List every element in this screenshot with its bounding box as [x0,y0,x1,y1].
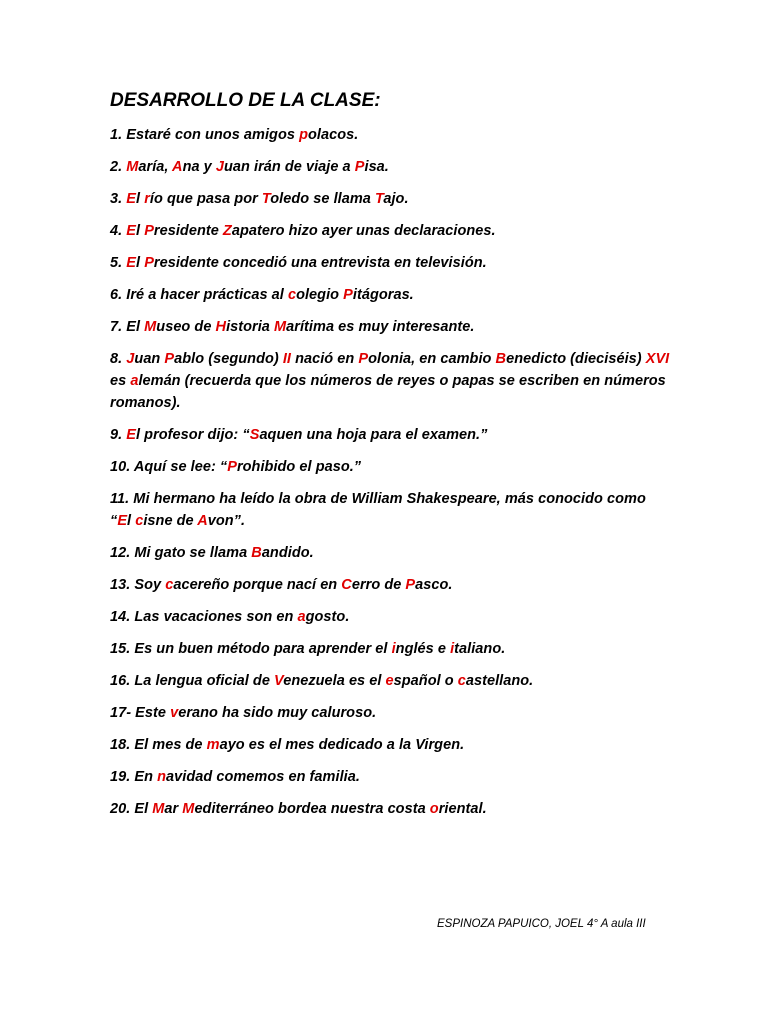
sentence-text: aría, [138,159,173,175]
highlighted-letter: P [227,459,237,475]
sentence-text: oledo se llama [270,191,375,207]
sentence-text: residente concedió una entrevista en televisión. [153,255,487,271]
highlighted-letter: P [358,351,369,367]
highlighted-letter: C [341,577,352,593]
sentence-text: 6. Iré a hacer prácticas al [110,287,288,303]
highlighted-letter: P [164,351,175,367]
highlighted-letter: E [117,513,128,529]
highlighted-letter: E [126,223,137,239]
highlighted-letter: V [274,673,284,689]
sentence-text: itágoras. [352,287,414,303]
sentence-text: ajo. [383,191,409,207]
sentence-item [110,424,670,446]
sentence-text: ío que pasa por [149,191,262,207]
sentence-text: isne de [143,513,198,529]
highlighted-letter: J [126,351,135,367]
sentence-item [110,188,670,210]
sentence-text: l [136,191,145,207]
sentence-item [110,734,670,756]
highlighted-letter: T [374,191,384,207]
highlighted-letter: c [287,287,297,303]
sentence-text: istoria [226,319,275,335]
sentence-text: 12. Mi gato se llama [110,545,252,561]
highlighted-letter: P [144,255,154,271]
sentence-item [110,488,670,532]
sentence-text: l [136,223,145,239]
sentence-text: 2. [110,159,127,175]
sentence-text: taliano. [454,641,506,657]
sentence-text: isa. [364,159,389,175]
sentence-text: 3. [110,191,127,207]
sentence-text: rohibido el paso.” [236,459,362,475]
highlighted-letter: M [182,801,195,817]
sentence-text: 11. Mi hermano ha leído la obra de William Shakespeare, más conocido como “ [110,491,646,529]
sentence-text: l profesor dijo: “ [136,427,250,443]
sentence-text: aquen una hoja para el examen.” [259,427,488,443]
highlighted-letter: B [495,351,507,367]
sentence-text: von”. [207,513,246,529]
sentence-text: gosto. [305,609,350,625]
sentence-text: enezuela es el [283,673,386,689]
sentence-text: olonia, en cambio [368,351,496,367]
highlighted-letter: E [126,427,137,443]
highlighted-letter: o [429,801,439,817]
sentence-text: olacos. [307,127,359,143]
highlighted-letter: P [144,223,154,239]
sentence-item [110,316,670,338]
highlighted-letter: E [126,255,137,271]
sentence-text: 17- Este [110,705,171,721]
highlighted-letter: A [172,159,183,175]
sentence-item [110,156,670,178]
sentence-text: 20. El [110,801,153,817]
highlighted-letter: c [135,513,144,529]
highlighted-letter: Z [222,223,232,239]
sentence-text: l [136,255,145,271]
sentence-item [110,348,670,414]
sentence-item [110,606,670,628]
highlighted-letter: A [197,513,208,529]
sentence-text: arítima es muy interesante. [286,319,475,335]
sentence-item [110,702,670,724]
sentence-text: uan irán de viaje a [224,159,355,175]
sentence-text: asco. [415,577,453,593]
sentence-text: erano ha sido muy caluroso. [178,705,377,721]
sentence-text: editerráneo bordea nuestra costa [194,801,430,817]
page-title: DESARROLLO DE LA CLASE: [110,90,381,111]
highlighted-letter: n [157,769,167,785]
highlighted-letter: a [130,373,139,389]
sentence-text: enedicto (dieciséis) [506,351,646,367]
sentence-text: 15. Es un buen método para aprender el [110,641,392,657]
highlighted-letter: S [249,427,260,443]
sentence-text: ablo (segundo) [174,351,283,367]
sentence-item [110,766,670,788]
highlighted-letter: E [126,191,137,207]
highlighted-letter: p [299,127,308,143]
sentence-text: 10. Aquí se lee: “ [110,459,228,475]
sentence-item [110,284,670,306]
sentence-text: 19. En [110,769,158,785]
sentence-text: ayo es el mes dedicado a la Virgen. [219,737,465,753]
highlighted-letter: i [450,641,455,657]
document-body [110,88,670,830]
sentence-item [110,124,670,146]
sentence-text: residente [153,223,223,239]
highlighted-letter: a [297,609,306,625]
sentence-text: avidad comemos en familia. [166,769,360,785]
sentence-text: uan [134,351,165,367]
highlighted-letter: c [457,673,466,689]
sentence-text: 18. El mes de [110,737,207,753]
sentence-text: astellano. [465,673,534,689]
highlighted-letter: P [354,159,365,175]
sentence-item [110,574,670,596]
highlighted-letter: M [152,801,165,817]
highlighted-letter: e [385,673,394,689]
sentence-text: useo de [156,319,216,335]
sentence-text: 5. [110,255,127,271]
sentence-text: 4. [110,223,127,239]
sentence-text: l [127,513,136,529]
highlighted-letter: T [261,191,271,207]
sentence-item [110,638,670,660]
highlighted-letter: XVI [645,351,670,367]
sentence-item [110,798,670,820]
author-signature: ESPINOZA PAPUICO, JOEL 4° A aula III [437,918,646,930]
sentence-text: 16. La lengua oficial de [110,673,275,689]
highlighted-letter: J [215,159,224,175]
sentence-item [110,542,670,564]
sentence-text: andido. [261,545,314,561]
highlighted-letter: r [144,191,150,207]
highlighted-letter: B [251,545,262,561]
highlighted-letter: v [170,705,179,721]
highlighted-letter: M [274,319,287,335]
sentence-list [110,124,670,820]
sentence-text: na y [182,159,216,175]
highlighted-letter: i [391,641,396,657]
sentence-item [110,252,670,274]
sentence-item [110,670,670,692]
highlighted-letter: P [405,577,416,593]
sentence-text: 7. El [110,319,145,335]
highlighted-letter: m [206,737,220,753]
sentence-text: 8. [110,351,127,367]
highlighted-letter: M [126,159,139,175]
sentence-text: 13. Soy [110,577,166,593]
sentence-text: spañol o [393,673,458,689]
highlighted-letter: P [343,287,353,303]
highlighted-letter: c [165,577,174,593]
sentence-item [110,456,670,478]
sentence-text: erro de [351,577,406,593]
sentence-text: nglés e [395,641,451,657]
sentence-text: olegio [296,287,344,303]
sentence-text: nació en [291,351,359,367]
sentence-text: 9. [110,427,127,443]
sentence-text: apatero hizo ayer unas declaraciones. [231,223,496,239]
sentence-item [110,220,670,242]
sentence-text: ar [164,801,183,817]
sentence-text: lemán (recuerda que los números de reyes o papas se escriben en números romanos). [110,373,666,411]
sentence-text: 14. Las vacaciones son en [110,609,298,625]
sentence-text: riental. [438,801,487,817]
highlighted-letter: H [215,319,227,335]
highlighted-letter: M [144,319,157,335]
sentence-text: acereño porque nací en [173,577,342,593]
sentence-text: 1. Estaré con unos amigos [110,127,300,143]
sentence-text: es [110,373,131,389]
highlighted-letter: II [282,351,292,367]
